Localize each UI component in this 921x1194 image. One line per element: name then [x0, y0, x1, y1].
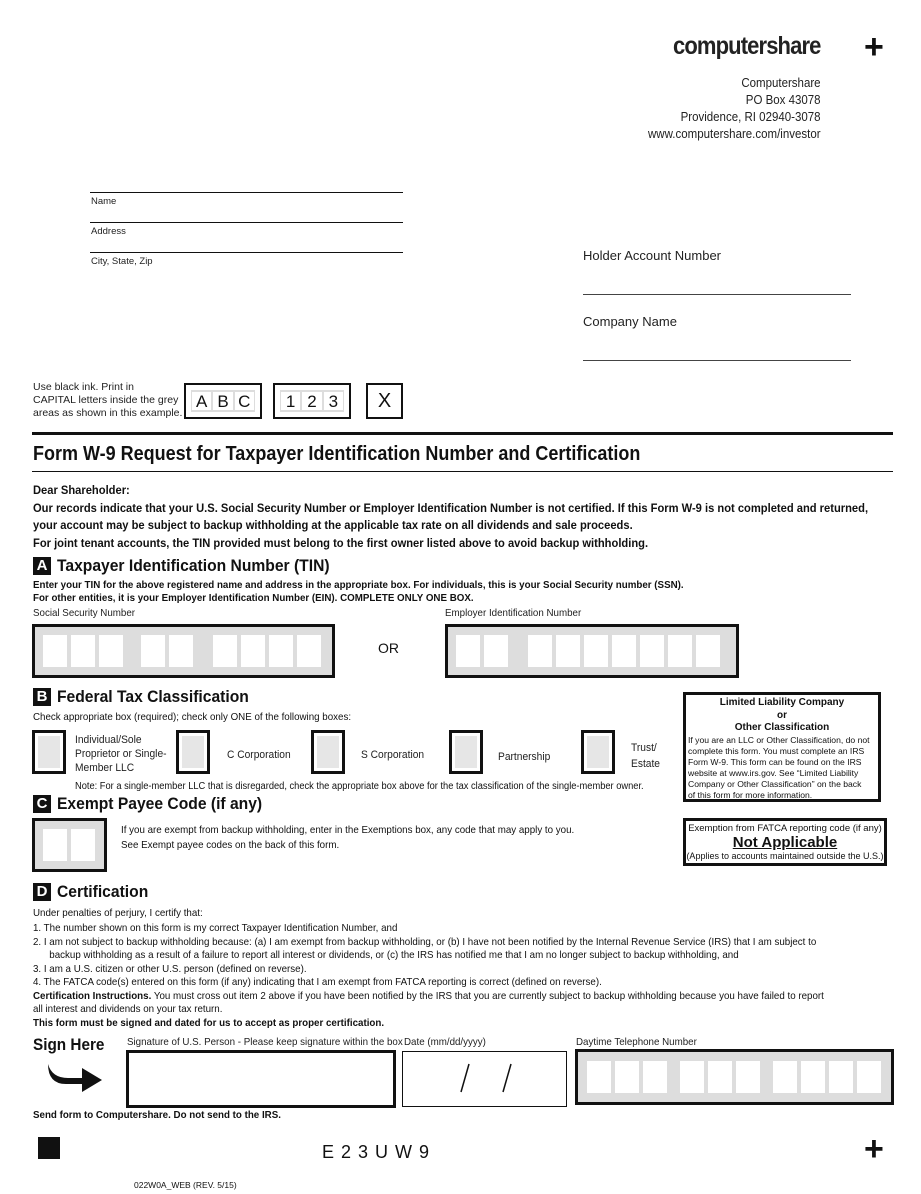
holder-account-label: Holder Account Number — [583, 248, 722, 263]
partnership-checkbox[interactable] — [449, 730, 483, 774]
address-line: Computershare — [741, 76, 821, 90]
computershare-logo: computershare — [673, 32, 821, 60]
date-separators — [403, 1052, 566, 1106]
individual-checkbox[interactable] — [32, 730, 66, 774]
holder-account-field[interactable] — [583, 294, 851, 295]
section-d-header: D Certification — [33, 882, 156, 902]
phone-input[interactable] — [575, 1049, 894, 1105]
address-line: www.computershare.com/investor — [648, 127, 821, 141]
registration-mark-top: + — [864, 28, 884, 66]
company-address — [648, 75, 821, 143]
sample-char: 3 — [324, 392, 343, 410]
partnership-label: Partnership — [498, 751, 551, 763]
form-code: E 2 3 U W 9 — [322, 1142, 431, 1162]
s-corp-label: S Corporation — [361, 749, 425, 761]
registration-mark-bottom: + — [864, 1130, 884, 1168]
intro-text: Dear Shareholder: Our records indicate that your U.S. Social Security Number or Employer Identification Number is not certified. If this Form W-9 is not completed and returned, your account may be subject to backup withholding at the applicable tax rate on all dividends and sale proceeds. For joint tenant accounts, the TIN provided must belong to the first owner listed above to avoid backup withholding. — [33, 483, 869, 550]
section-b-header: B Federal Tax Classification — [33, 687, 265, 707]
sample-char: B — [213, 392, 232, 410]
c-corp-label: C Corporation — [227, 749, 291, 761]
ein-input[interactable] — [445, 624, 739, 678]
section-c-text: If you are exempt from backup withholding, enter in the Exemptions box, any code that may apply to you. See Exempt payee codes on the back of this form. — [121, 824, 575, 851]
individual-label: Individual/Sole Proprietor or Single- Member LLC — [75, 734, 167, 774]
company-name-field[interactable] — [583, 360, 851, 361]
revision-code: 022W0A_WEB (REV. 5/15) — [134, 1180, 237, 1190]
section-a-header: A Taxpayer Identification Number (TIN) — [33, 556, 353, 576]
sample-char: 1 — [281, 392, 300, 410]
fatca-value: Not Applicable — [732, 834, 838, 851]
address-label: Address — [91, 226, 126, 237]
company-name-label: Company Name — [583, 314, 677, 329]
section-b-instruction: Check appropriate box (required); check only ONE of the following boxes: — [33, 711, 352, 723]
fatca-box: Exemption from FATCA reporting code (if any) Not Applicable (Applies to accounts maintained outside the U.S.) — [683, 818, 887, 866]
sample-char: A — [192, 392, 211, 410]
exempt-payee-input[interactable] — [32, 818, 107, 872]
date-box[interactable] — [402, 1051, 567, 1107]
address-field[interactable] — [90, 222, 403, 223]
phone-label: Daytime Telephone Number — [576, 1036, 697, 1048]
c-corp-checkbox[interactable] — [176, 730, 210, 774]
corner-marker — [38, 1137, 60, 1159]
name-field[interactable] — [90, 192, 403, 193]
name-label: Name — [91, 196, 117, 207]
title-rule-top — [32, 432, 893, 435]
title-rule-bottom — [32, 471, 893, 472]
llc-info-box: Limited Liability Company or Other Classification If you are an LLC or Other Classification, do not complete this form. You must complete an IRS Form W-9. This form can be found on the IRS website at www.irs.gov. See “Limited Liability Company or Other Classification” on the back of this form for more information. — [683, 692, 881, 802]
sample-char: C — [235, 392, 254, 410]
form-title: Form W-9 Request for Taxpayer Identification Number and Certification — [33, 443, 641, 465]
signature-label: Signature of U.S. Person - Please keep signature within the box — [127, 1036, 403, 1048]
sample-char: 2 — [302, 392, 321, 410]
signature-box[interactable] — [126, 1050, 396, 1108]
city-state-zip-field[interactable] — [90, 252, 403, 253]
city-state-zip-label: City, State, Zip — [91, 256, 153, 267]
date-label: Date (mm/dd/yyyy) — [404, 1036, 486, 1048]
section-a-instructions: Enter your TIN for the above registered name and address in the appropriate box. For individuals, this is your Social Security number (SSN). For other entities, it is your Employer Identification Number (EIN). COMPLETE ONLY ONE BOX. — [33, 579, 684, 604]
send-instruction: Send form to Computershare. Do not send to the IRS. — [33, 1109, 281, 1121]
section-c-header: C Exempt Payee Code (if any) — [33, 794, 280, 814]
ein-label: Employer Identification Number — [445, 607, 582, 619]
certification-items: 1. The number shown on this form is my correct Taxpayer Identification Number, and 2. I am not subject to backup withholding because: (a) I am exempt from backup withholding, or (b) I have not been notified by the Internal Revenue Service (IRS) that I am subject to backup withholding as a result of a failure to report all interest or dividends, or (c) the IRS has notified me that I am no longer subject to backup withholding, and 3. I am a U.S. citizen or other U.S. person (defined on reverse). 4. The FATCA code(s) entered on this form (if any) indicating that I am exempt from FATCA reporting is correct (defined on reverse). Certification Instructions. You must cross out item 2 above if you have been notified by the IRS that you are currently subject to backup withholding because you have failed to report all interest and dividends on your tax return. This form must be signed and dated for us to accept as proper certification. — [33, 922, 824, 1029]
s-corp-checkbox[interactable] — [311, 730, 345, 774]
sample-mark: X — [366, 383, 403, 419]
llc-note: Note: For a single-member LLC that is disregarded, check the appropriate box above for the tax classification of the single-member owner. — [75, 781, 644, 792]
sign-here-label: Sign Here — [33, 1035, 105, 1054]
address-line: Providence, RI 02940-3078 — [680, 110, 821, 124]
trust-estate-label: Trust/ Estate — [631, 742, 661, 770]
ink-instructions: Use black ink. Print in CAPITAL letters inside the grey areas as shown in this example. — [33, 381, 183, 419]
address-line: PO Box 43078 — [746, 93, 821, 107]
sample-digits — [273, 383, 351, 419]
trust-estate-checkbox[interactable] — [581, 730, 615, 774]
arrow-right-icon — [46, 1060, 104, 1094]
ssn-input[interactable] — [32, 624, 335, 678]
ssn-label: Social Security Number — [33, 607, 136, 619]
certification-intro: Under penalties of perjury, I certify that: — [33, 907, 203, 919]
sample-letters — [184, 383, 262, 419]
or-label: OR — [378, 640, 399, 656]
